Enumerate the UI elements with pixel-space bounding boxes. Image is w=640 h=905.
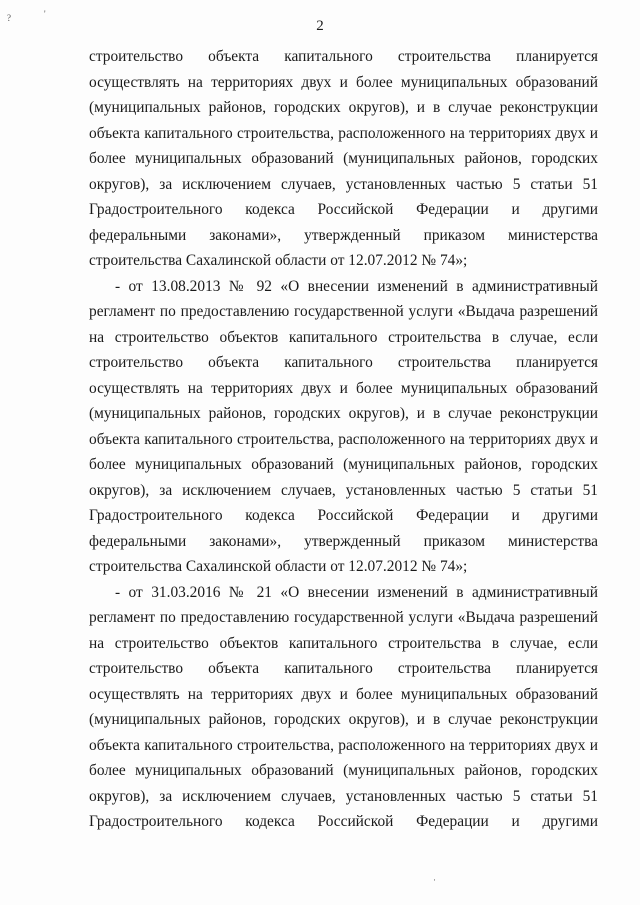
text-line: более муниципальных образований (муниципальных районов, городских	[89, 456, 598, 473]
text-line: осуществлять на территориях двух и более муниципальных образований	[89, 685, 598, 703]
text-line: округов), за исключением случаев, установленных частью 5 статьи 51	[89, 175, 598, 193]
text-line: регламент по предоставлению государственной услуги «Выдача разрешений	[89, 609, 598, 626]
text-line: объекта капитального строительства, расположенного на территориях двух и	[89, 124, 598, 142]
text-line: строительство объекта капитального строительства планируется	[89, 354, 598, 371]
text-line: осуществлять на территориях двух и более муниципальных образований	[89, 73, 598, 91]
text-line: осуществлять на территориях двух и более муниципальных образований	[89, 379, 598, 397]
text-line: округов), за исключением случаев, установленных частью 5 статьи 51	[89, 787, 598, 805]
text-line: строительство объекта капитального строительства планируется	[89, 660, 598, 677]
text-line: на строительство объектов капитального строительства в случае, если	[89, 634, 598, 652]
text-line: строительства Сахалинской области от 12.07.2012 № 74»;	[89, 252, 468, 269]
text-line: Градостроительного кодекса Российской Федерации и другими	[89, 201, 598, 218]
text-line: - от 31.03.2016 № 21 «О внесении изменений в административный	[115, 583, 598, 601]
text-line: строительство объекта капитального строительства планируется	[89, 48, 598, 65]
text-line: регламент по предоставлению государственной услуги «Выдача разрешений	[89, 303, 598, 320]
text-line: (муниципальных районов, городских округов), и в случае реконструкции	[89, 99, 598, 116]
scan-mark: ·	[433, 875, 436, 885]
text-line: более муниципальных образований (муниципальных районов, городских	[89, 150, 598, 167]
text-line: федеральными законами», утвержденный приказом министерства	[89, 226, 598, 244]
text-line: объекта капитального строительства, расположенного на территориях двух и	[89, 430, 598, 448]
text-line: федеральными законами», утвержденный приказом министерства	[89, 532, 598, 550]
text-line: более муниципальных образований (муниципальных районов, городских	[89, 762, 598, 779]
text-line: округов), за исключением случаев, установленных частью 5 статьи 51	[89, 481, 598, 499]
text-line: - от 13.08.2013 № 92 «О внесении изменений в административный	[115, 277, 598, 295]
text-line: Градостроительного кодекса Российской Федерации и другими	[89, 507, 598, 524]
text-line: (муниципальных районов, городских округов), и в случае реконструкции	[89, 711, 598, 728]
text-line: строительства Сахалинской области от 12.07.2012 № 74»;	[89, 558, 468, 575]
text-line: объекта капитального строительства, расположенного на территориях двух и	[89, 736, 598, 754]
document-body	[89, 44, 598, 835]
text-line: Градостроительного кодекса Российской Федерации и другими	[89, 813, 598, 830]
page-number: 2	[316, 18, 324, 34]
scan-mark: ?	[7, 13, 11, 23]
scan-mark: '	[44, 9, 46, 19]
text-line: (муниципальных районов, городских округов), и в случае реконструкции	[89, 405, 598, 422]
text-line: на строительство объектов капитального строительства в случае, если	[89, 328, 598, 346]
